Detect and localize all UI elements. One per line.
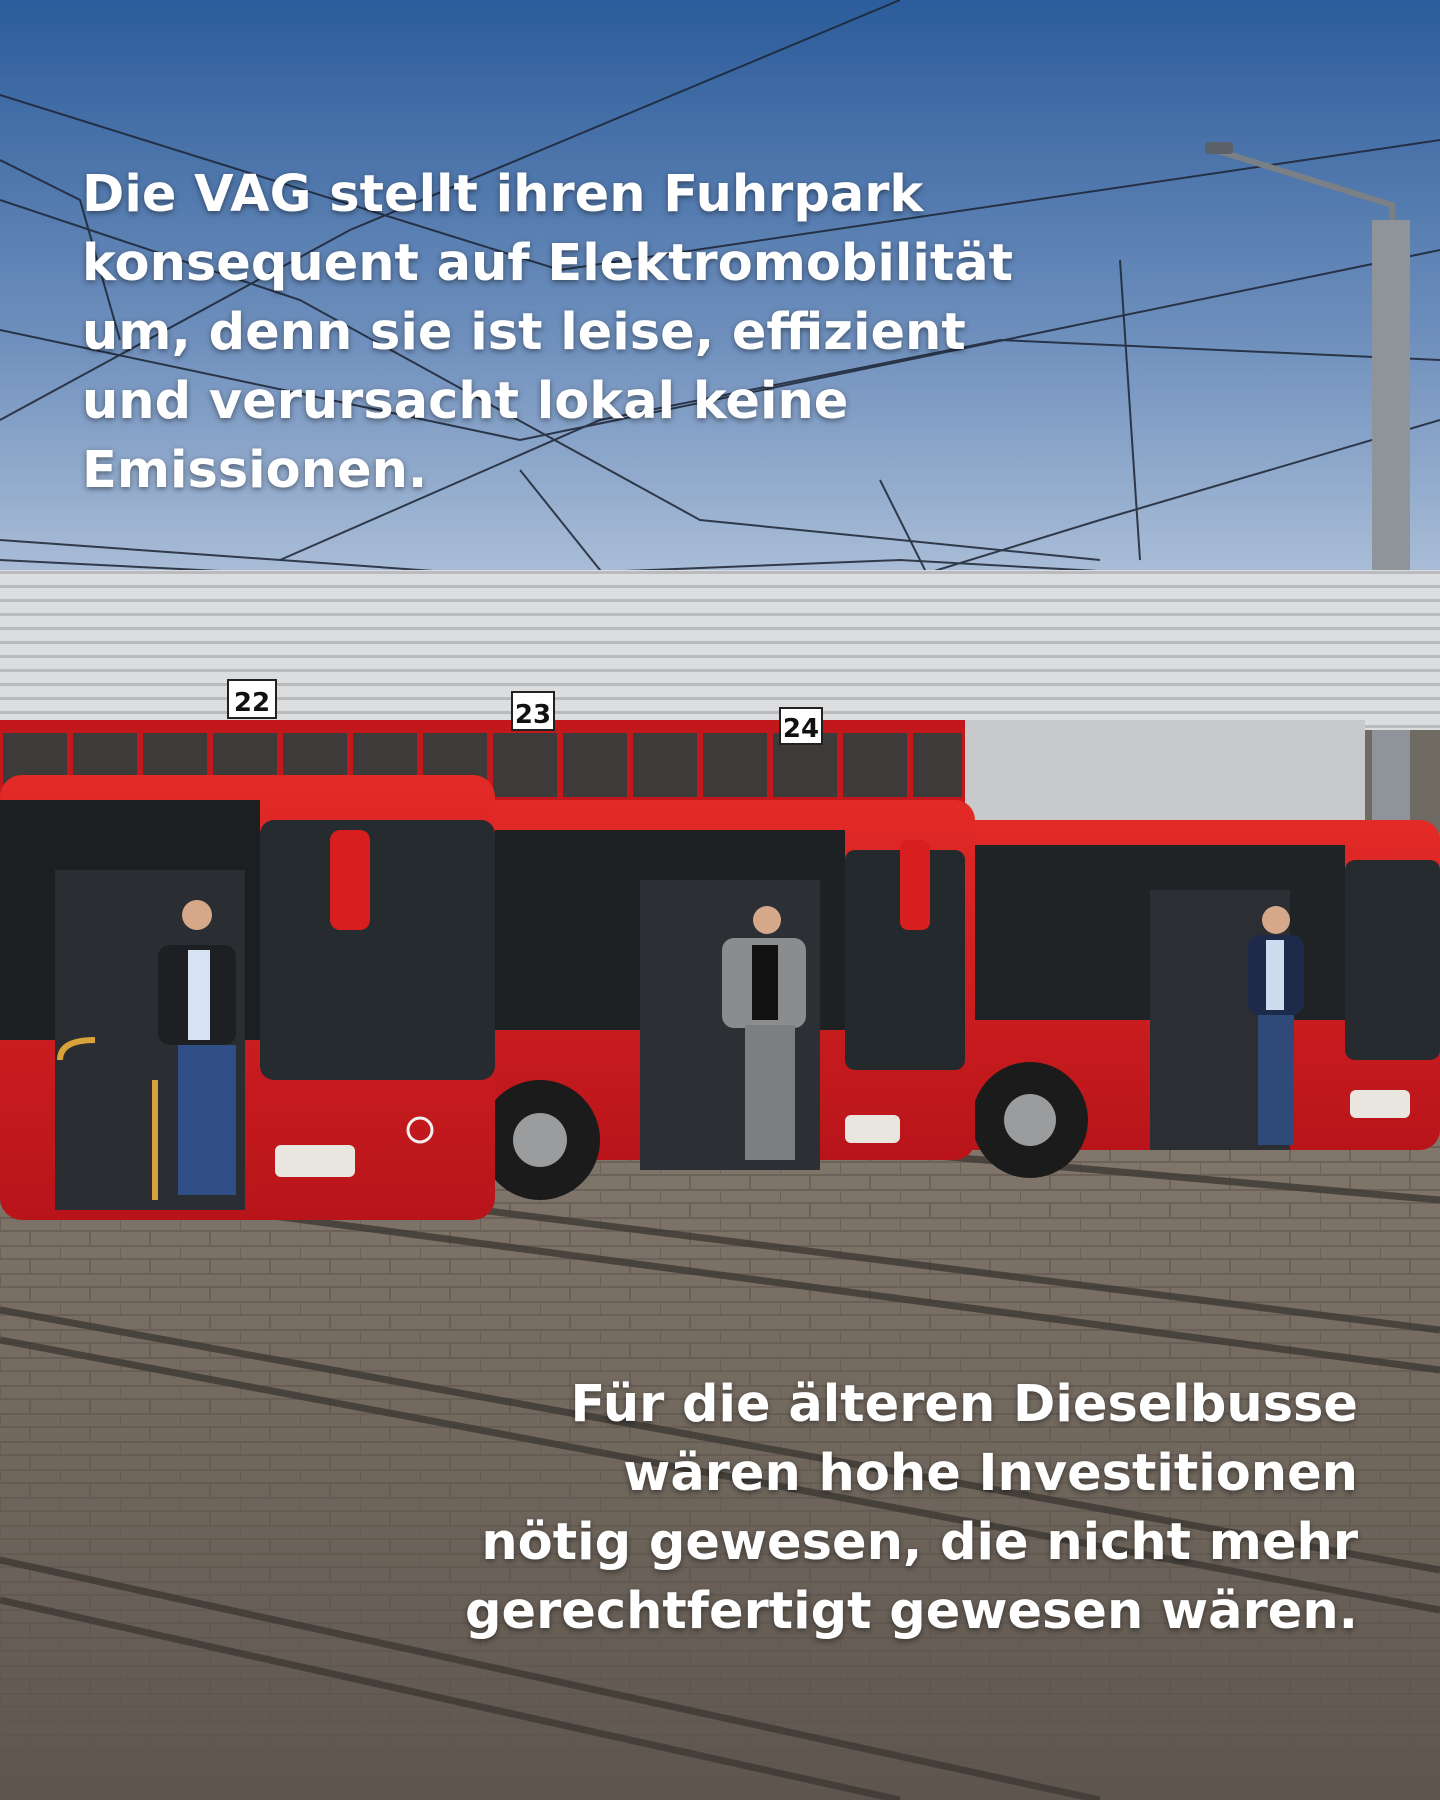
caption-bottom-line: gerechtfertigt gewesen wären.	[465, 1582, 1358, 1641]
caption-bottom-line: Für die älteren Dieselbusse	[570, 1375, 1358, 1434]
caption-bottom-line: nötig gewesen, die nicht mehr	[481, 1513, 1358, 1572]
bus-left	[0, 775, 495, 1220]
caption-top-line: Emissionen.	[82, 441, 428, 500]
bus-right	[940, 820, 1440, 1178]
caption-top-line: konsequent auf Elektromobilität	[82, 234, 1014, 293]
caption-bottom-line: wären hohe Investitionen	[623, 1444, 1358, 1503]
bay-number-23: 23	[514, 700, 552, 730]
caption-top	[82, 160, 1062, 505]
caption-top-line: Die VAG stellt ihren Fuhrpark	[82, 165, 924, 224]
bay-number-22: 22	[233, 688, 271, 718]
caption-top-line: um, denn sie ist leise, effizient	[82, 303, 966, 362]
bay-number-24: 24	[782, 714, 820, 744]
caption-top-line: und verursacht lokal keine	[82, 372, 849, 431]
caption-bottom	[458, 1370, 1358, 1646]
bus-middle	[470, 800, 975, 1200]
